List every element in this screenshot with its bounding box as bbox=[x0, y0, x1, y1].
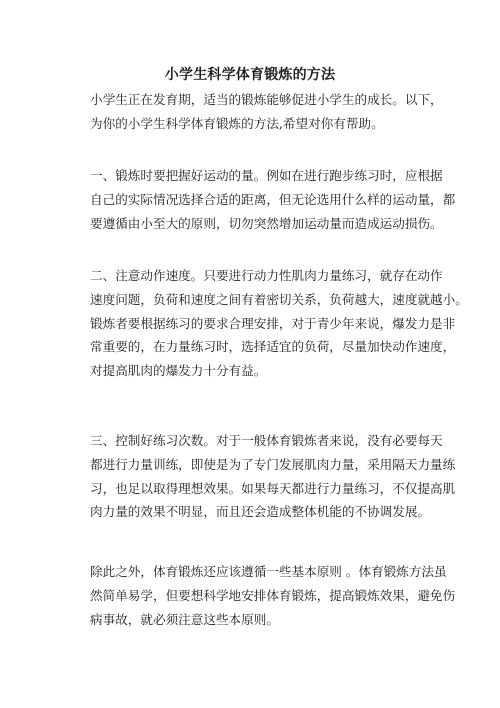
paragraph-line: 自己的实际情况选择合适的距离，但无论选用什么样的运动量，都 bbox=[90, 191, 456, 207]
paragraph-conclusion bbox=[90, 560, 456, 631]
paragraph-line: 要遵循由小至大的原则，切勿突然增加运动量而造成运动损伤。 bbox=[90, 215, 443, 231]
paragraph-line: 对提高肌肉的爆发力十分有益。 bbox=[90, 363, 267, 379]
paragraph-line: 肉力量的效果不明显，而且还会造成整体机能的不协调发展。 bbox=[90, 504, 431, 520]
paragraph-line: 除此之外，体育锻炼还应该遵循一些基本原则 。体育锻炼方法虽 bbox=[90, 564, 447, 579]
paragraph-line: 然简单易学，但要想科学地安排体育锻炼，提高锻炼效果，避免伤 bbox=[90, 587, 456, 603]
paragraph-line: 病事故，就必须注意这些本原则。 bbox=[90, 611, 279, 627]
paragraph-line: 都进行力量训练，即使是为了专门发展肌肉力量，采用隔天力量练 bbox=[90, 456, 456, 472]
paragraph-line: 小学生正在发育期，适当的锻炼能够促进小学生的成长。以下， bbox=[90, 92, 443, 107]
paragraph-section-three bbox=[90, 429, 456, 524]
paragraph-section-one bbox=[90, 164, 456, 235]
paragraph-section-two bbox=[90, 264, 468, 383]
paragraph-line: 二、注意动作速度。只要进行动力性肌肉力量练习，就存在动作 bbox=[90, 268, 443, 283]
paragraph-line: 一、锻炼时要把握好运动的量。例如在进行跑步练习时，应根据 bbox=[90, 168, 443, 183]
paragraph-line: 锻炼者要根据练习的要求合理安排，对于青少年来说，爆发力是非 bbox=[90, 315, 456, 331]
paragraph-line: 常重要的，在力量练习时，选择适宜的负荷，尽量加快动作速度， bbox=[90, 339, 456, 355]
paragraph-intro bbox=[90, 88, 443, 136]
document-title: 小学生科学体育锻炼的方法 bbox=[164, 67, 336, 83]
paragraph-line: 三、控制好练习次数。对于一般体育锻炼者来说，没有必要每天 bbox=[90, 433, 443, 448]
paragraph-line: 速度问题，负荷和速度之间有着密切关系，负荷越大，速度就越小。 bbox=[90, 291, 468, 307]
paragraph-line: 习，也足以取得理想效果。如果每天都进行力量练习，不仅提高肌 bbox=[90, 480, 456, 496]
paragraph-line: 为你的小学生科学体育锻炼的方法,希望对你有帮助。 bbox=[90, 115, 384, 131]
